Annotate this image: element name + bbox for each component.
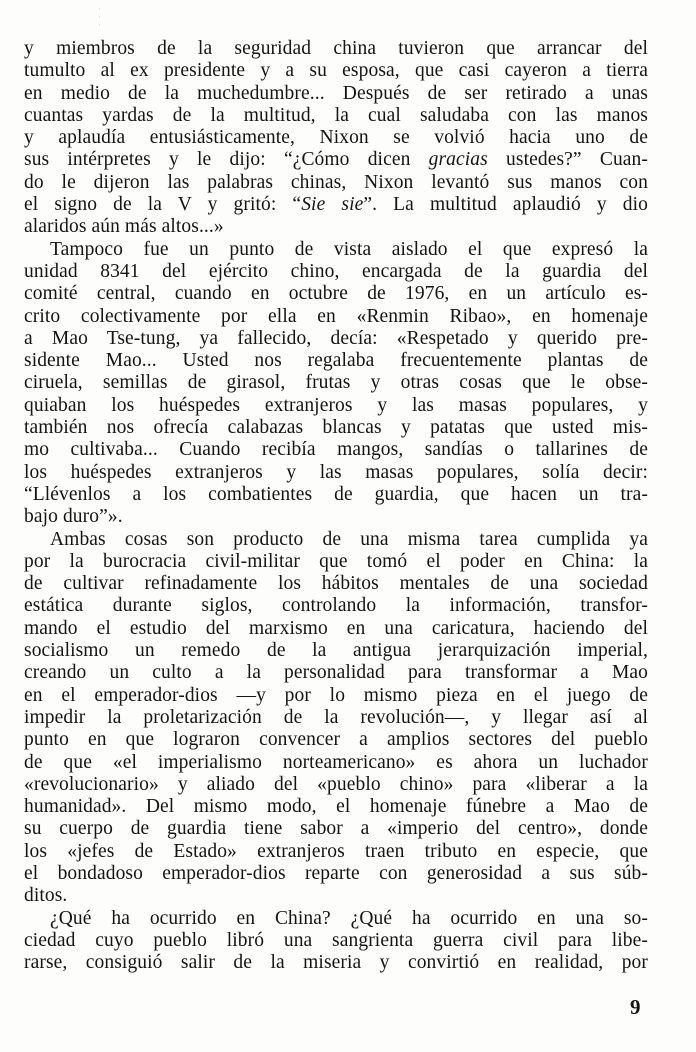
text-line: rarse, consiguió salir de la miseria y convirtió en realidad, por [24, 952, 648, 974]
text-line: mando el estudio del marxismo en una caricatura, haciendo del [24, 617, 648, 639]
text-line: punto en que lograron convencer a amplios sectores del pueblo [24, 729, 648, 751]
text-line: en el emperador-dios —y por lo mismo pieza en el juego de [24, 684, 648, 706]
text-line: unidad 8341 del ejército chino, encargada de la guardia del [24, 260, 648, 282]
text-line: y aplaudía entusiásticamente, Nixon se volvió hacia uno de [24, 127, 648, 149]
paper-smudge: · · · [98, 5, 101, 31]
paragraph [24, 908, 648, 975]
body-text [24, 38, 648, 974]
paragraph [24, 529, 648, 908]
text-line: el bondadoso emperador-dios reparte con generosidad a sus súb- [24, 862, 648, 884]
text-line: ciedad cuyo pueblo libró una sangrienta guerra civil para libe- [24, 929, 648, 951]
text-line: mo cultivaba... Cuando recibía mangos, sandías o tallarines de [24, 439, 648, 461]
text-line: el signo de la V y gritó: “Sie sie”. La multitud aplaudió y dio [24, 194, 648, 216]
text-line: humanidad». Del mismo modo, el homenaje fúnebre a Mao de [24, 796, 648, 818]
text-line: socialismo un remedo de la antigua jerarquización imperial, [24, 640, 648, 662]
text-line: sidente Mao... Usted nos regalaba frecuentemente plantas de [24, 350, 648, 372]
text-line: «revolucionario» y aliado del «pueblo chino» para «liberar a la [24, 773, 648, 795]
text-line: ciruela, semillas de girasol, frutas y otras cosas que le obse- [24, 372, 648, 394]
text-line: creando un culto a la personalidad para transformar a Mao [24, 662, 648, 684]
text-line: sus intérpretes y le dijo: “¿Cómo dicen gracias ustedes?” Cuan- [24, 149, 648, 171]
text-line: de cultivar refinadamente los hábitos mentales de una sociedad [24, 573, 648, 595]
text-line: impedir la proletarización de la revolución—, y llegar así al [24, 706, 648, 728]
text-line: crito colectivamente por ella en «Renmin Ribao», en homenaje [24, 305, 648, 327]
text-line: por la burocracia civil-militar que tomó el poder en China: la [24, 550, 648, 572]
text-line: ¿Qué ha ocurrido en China? ¿Qué ha ocurrido en una so- [50, 907, 648, 929]
text-line: tumulto al ex presidente y a su esposa, que casi cayeron a tierra [24, 60, 648, 82]
text-line: bajo duro”». [24, 506, 123, 528]
text-line: los «jefes de Estado» extranjeros traen tributo en especie, que [24, 840, 648, 862]
text-line: Ambas cosas son producto de una misma tarea cumplida ya [50, 528, 648, 550]
text-line: y miembros de la seguridad china tuvieron que arrancar del [24, 38, 648, 59]
text-line: en medio de la muchedumbre... Después de ser retirado a unas [24, 82, 648, 104]
text-line: su cuerpo de guardia tiene sabor a «imperio del centro», donde [24, 818, 648, 840]
paragraph [24, 239, 648, 529]
text-line: ditos. [24, 885, 68, 907]
text-line: do le dijeron las palabras chinas, Nixon levantó sus manos con [24, 171, 648, 193]
page-number: 9 [630, 995, 641, 1019]
text-line: Tampoco fue un punto de vista aislado el que expresó la [50, 238, 648, 260]
text-line: de que «el imperialismo norteamericano» es ahora un luchador [24, 751, 648, 773]
paragraph [24, 38, 648, 239]
text-line: los huéspedes extranjeros y las masas populares, solía decir: [24, 461, 648, 483]
text-line: quiaban los huéspedes extranjeros y las masas populares, y [24, 394, 648, 416]
text-line: alaridos aún más altos...» [24, 216, 224, 238]
text-line: estática durante siglos, controlando la información, transfor- [24, 595, 648, 617]
text-line: a Mao Tse-tung, ya fallecido, decía: «Respetado y querido pre- [24, 327, 648, 349]
text-line: cuantas yardas de la multitud, la cual saludaba con las manos [24, 104, 648, 126]
text-line: comité central, cuando en octubre de 1976, en un artículo es- [24, 283, 648, 305]
text-line: “Llévenlos a los combatientes de guardia, que hacen un tra- [24, 483, 648, 505]
text-line: también nos ofrecía calabazas blancas y patatas que usted mis- [24, 417, 648, 439]
